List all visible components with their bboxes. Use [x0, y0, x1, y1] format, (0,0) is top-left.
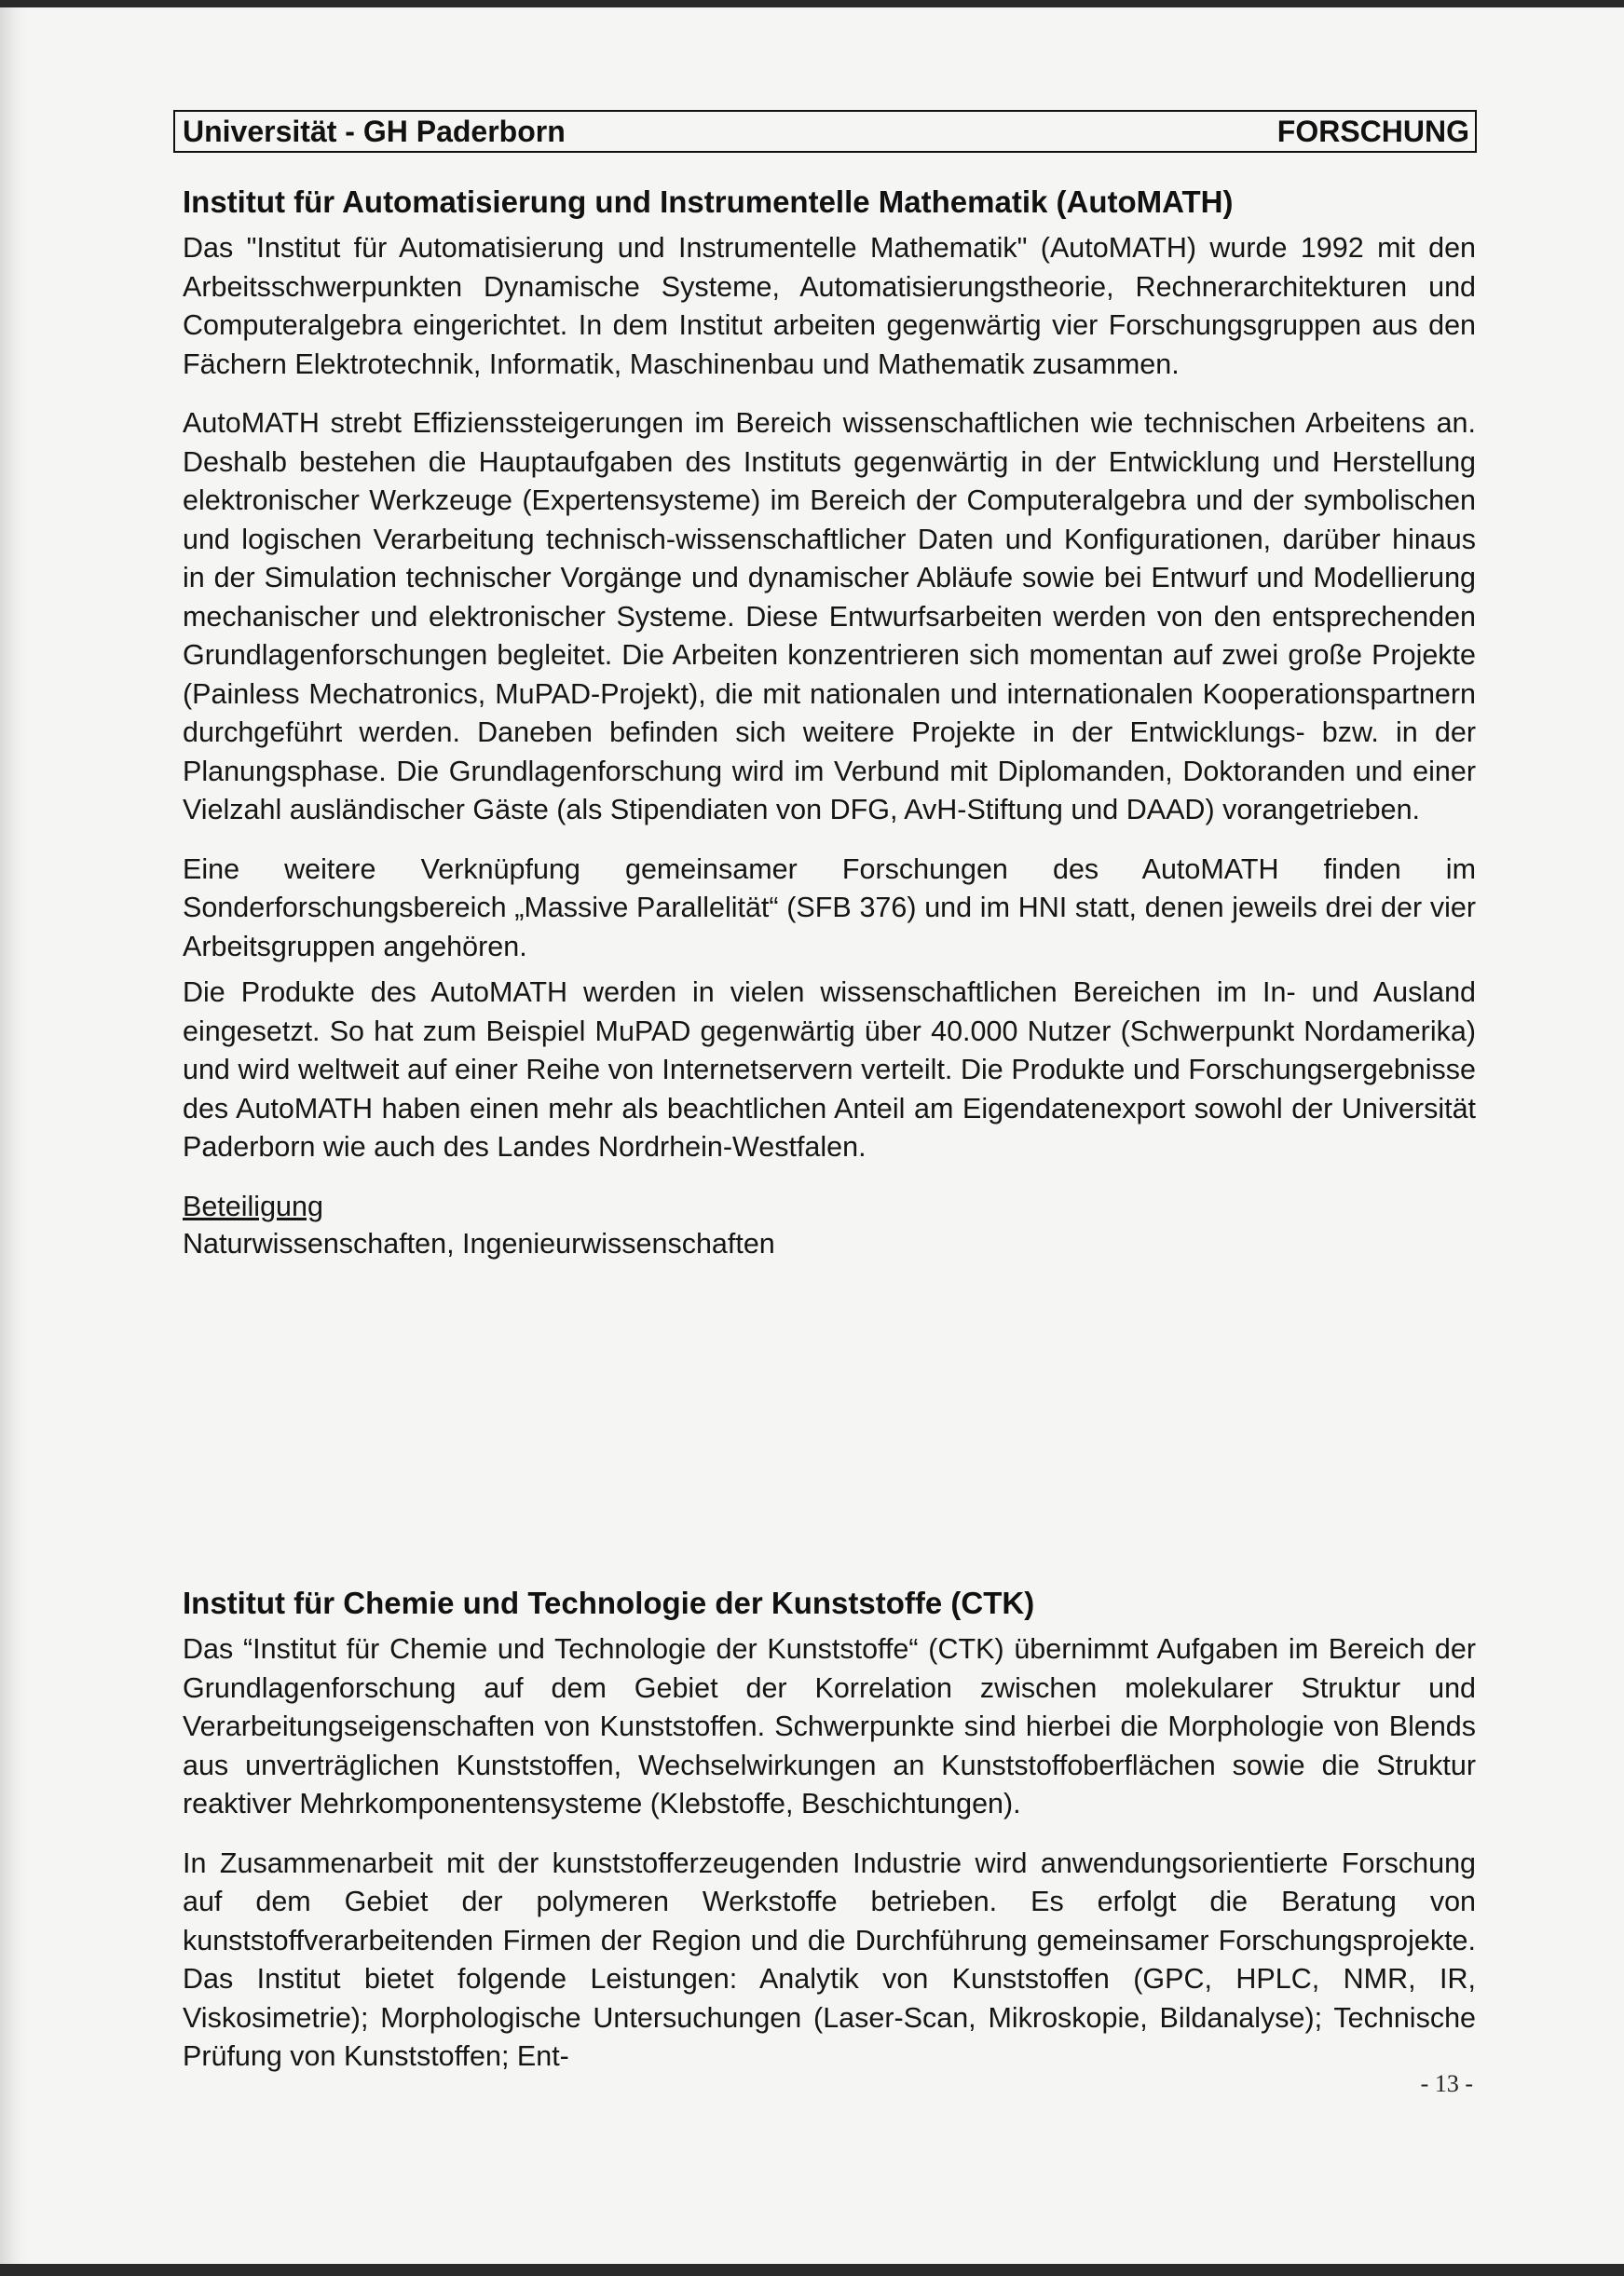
participation-block [183, 1188, 1476, 1262]
scan-top-edge [0, 0, 1624, 7]
running-header [173, 110, 1477, 153]
binding-shadow [0, 7, 28, 2264]
page-number: - 13 - [1420, 2070, 1473, 2097]
paragraph: Die Produkte des AutoMATH werden in vielen wissenschaftlichen Bereichen im In- und Ausland eingesetzt. So hat zum Beispiel MuPAD gegenwärtig über 40.000 Nutzer (Schwerpunkt Nordamerika) und wird weltweit auf einer Reihe von Internetservern verteilt. Die Produkte und Forschungsergebnisse des AutoMATH haben einen mehr als beachtlichen Anteil am Eigendatenexport sowohl der Universität Paderborn wie auch des Landes Nordrhein-Westfalen. [183, 976, 1476, 1163]
paragraph: Das "Institut für Automatisierung und Instrumentelle Mathematik" (AutoMATH) wurde 1992 mit den Arbeitsschwerpunkten Dynamische Systeme, Automatisierungstheorie, Rechnerarchitekturen und Computeralgebra eingerichtet. In dem Institut arbeiten gegenwärtig vier Forschungsgruppen aus den Fächern Elektrotechnik, Informatik, Maschinenbau und Mathematik zusammen. [183, 232, 1476, 380]
paragraph: Das “Institut für Chemie und Technologie der Kunststoffe“ (CTK) übernimmt Aufgaben im Bereich der Grundlagenforschung auf dem Gebiet der Korrelation zwischen molekularer Struktur und Verarbeitungseigenschaften von Kunststoffen. Schwerpunkte sind hierbei die Morphologie von Blends aus unverträglichen Kunststoffen, Wechselwirkungen an Kunststoffoberflächen sowie die Struktur reaktiver Mehrkomponentensysteme (Klebstoffe, Beschichtungen). [183, 1633, 1476, 1819]
section-automath [183, 183, 1476, 1262]
section-ctk [183, 1584, 1476, 2097]
paragraph: Eine weitere Verknüpfung gemeinsamer Forschungen des AutoMATH finden im Sonderforschungsbereich „Massive Parallelität“ (SFB 376) und im HNI statt, denen jeweils drei der vier Arbeitsgruppen angehören. [183, 852, 1476, 962]
header-university: Universität - GH Paderborn [183, 114, 566, 148]
participation-label: Beteiligung [183, 1190, 323, 1222]
section-title-ctk: Institut für Chemie und Technologie der Kunststoffe (CTK) [183, 1586, 1035, 1620]
section-title-automath: Institut für Automatisierung und Instrumentelle Mathematik (AutoMATH) [183, 184, 1234, 219]
participation-value: Naturwissenschaften, Ingenieurwissenschaften [183, 1227, 775, 1260]
paragraph: AutoMATH strebt Effizienssteigerungen im Bereich wissenschaftlichen wie technischen Arbeitens an. Deshalb bestehen die Hauptaufgaben des Instituts gegenwärtig in der Entwicklung und Herstellung elektronischer Werkzeuge (Expertensysteme) im Bereich der Computeralgebra und der symbolischen und logischen Verarbeitung technisch-wissenschaftlicher Daten und Konfigurationen, darüber hinaus in der Simulation technischer Vorgänge und dynamischer Abläufe sowie bei Entwurf und Modellierung mechanischer und elektronischer Systeme. Diese Entwurfsarbeiten werden von den entsprechenden Grundlagenforschungen begleitet. Die Arbeiten konzentrieren sich momentan auf zwei große Projekte (Painless Mechatronics, MuPAD-Projekt), die mit nationalen und internationalen Kooperationspartnern durchgeführt werden. Daneben befinden sich weitere Projekte in der Entwicklungs- bzw. in der Planungsphase. Die Grundlagenforschung wird im Verbund mit Diplomanden, Doktoranden und einer Vielzahl ausländischer Gäste (als Stipendiaten von DFG, AvH-Stiftung und DAAD) vorangetrieben. [183, 407, 1476, 825]
scan-bottom-edge [0, 2264, 1624, 2276]
header-category: FORSCHUNG [1276, 114, 1469, 148]
paragraph: In Zusammenarbeit mit der kunststofferzeugenden Industrie wird anwendungsorientierte Forschung auf dem Gebiet der polymeren Werkstoffe betrieben. Es erfolgt die Beratung von kunststoffverarbeitenden Firmen der Region und die Durchführung gemeinsamer Forschungsprojekte. Das Institut bietet folgende Leistungen: Analytik von Kunststoffen (GPC, HPLC, NMR, IR, Viskosimetrie); Morphologische Untersuchungen (Laser-Scan, Mikroskopie, Bildanalyse); Technische Prüfung von Kunststoffen; Ent- [183, 1847, 1476, 2072]
